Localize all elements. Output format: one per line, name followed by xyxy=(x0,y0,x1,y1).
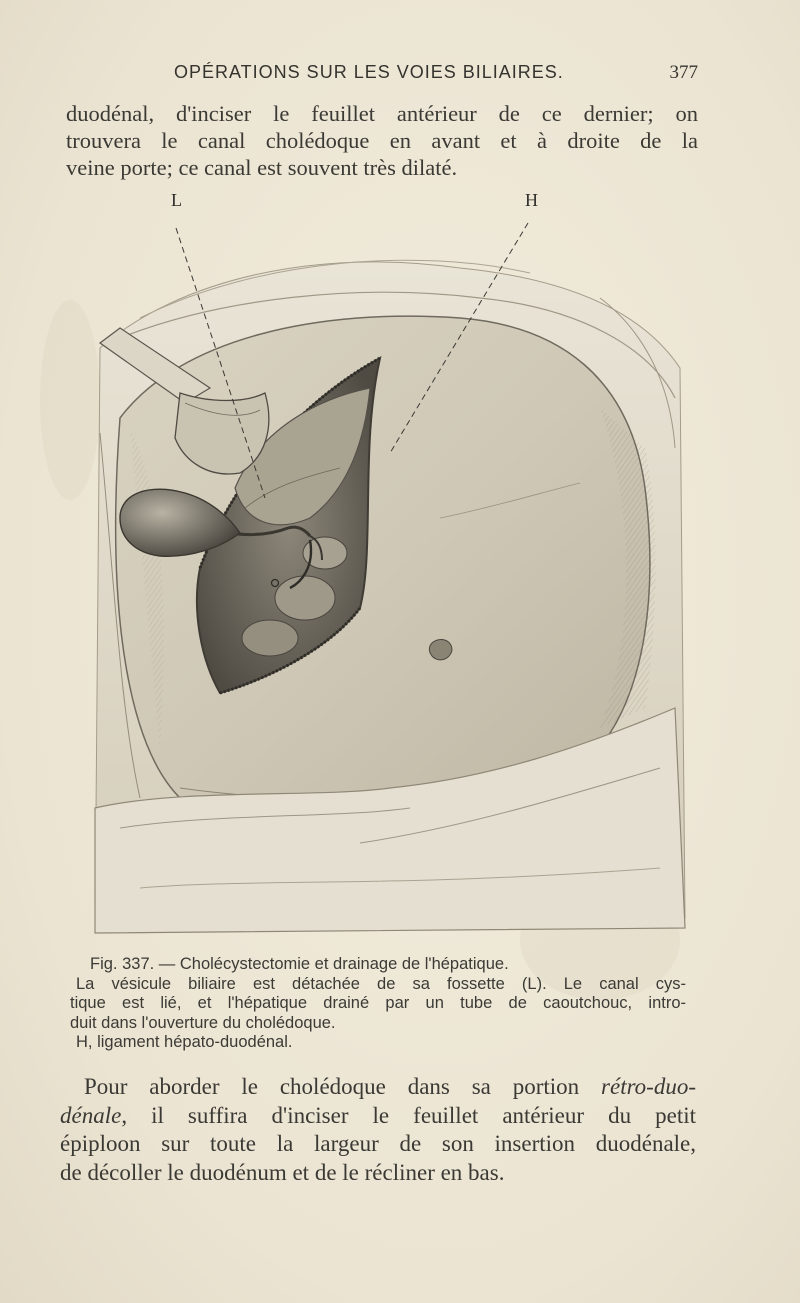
caption-line: H, ligament hépato-duodénal. xyxy=(76,1033,293,1052)
text-line: épiploon sur toute la largeur de son insertion duodénale, xyxy=(60,1131,696,1156)
running-head xyxy=(174,62,698,90)
italic-text: rétro-duo- xyxy=(601,1074,696,1099)
text-line: veine porte; ce canal est souvent très dilaté. xyxy=(66,155,458,180)
text-run: Pour aborder le cholédoque dans sa portion xyxy=(84,1074,602,1099)
text-line: trouvera le canal cholédoque en avant et à droite de la xyxy=(66,128,698,153)
italic-text: dénale xyxy=(60,1102,122,1128)
figure-illustration xyxy=(60,188,700,948)
text-run: , il suffira d'inciser le feuillet antérieur du petit xyxy=(121,1102,696,1128)
caption-line: La vésicule biliaire est détachée de sa fossette (L). Le canal cys- xyxy=(76,974,686,993)
caption-title: Fig. 337. — Cholécystectomie et drainage de l'hépatique. xyxy=(90,955,509,973)
text-line xyxy=(60,1073,696,1102)
figure-caption xyxy=(70,955,686,1053)
text-line xyxy=(60,1102,696,1131)
figure-label-h: H xyxy=(525,190,538,210)
caption-line: duit dans l'ouverture du cholédoque. xyxy=(70,1013,336,1032)
caption-line: tique est lié, et l'hépatique drainé par un tube de caoutchouc, intro- xyxy=(70,994,686,1013)
top-paragraph xyxy=(66,100,698,181)
text-line: de décoller le duodénum et de le récliner en bas. xyxy=(60,1159,505,1185)
text-line: duodénal, d'inciser le feuillet antérieur de ce dernier; on xyxy=(66,101,698,126)
running-title: OPÉRATIONS SUR LES VOIES BILIAIRES. xyxy=(174,62,564,82)
figure-label-l: L xyxy=(171,190,182,210)
surgical-engraving xyxy=(60,188,700,948)
bottom-paragraph xyxy=(60,1073,696,1187)
page-number: 377 xyxy=(669,62,698,83)
